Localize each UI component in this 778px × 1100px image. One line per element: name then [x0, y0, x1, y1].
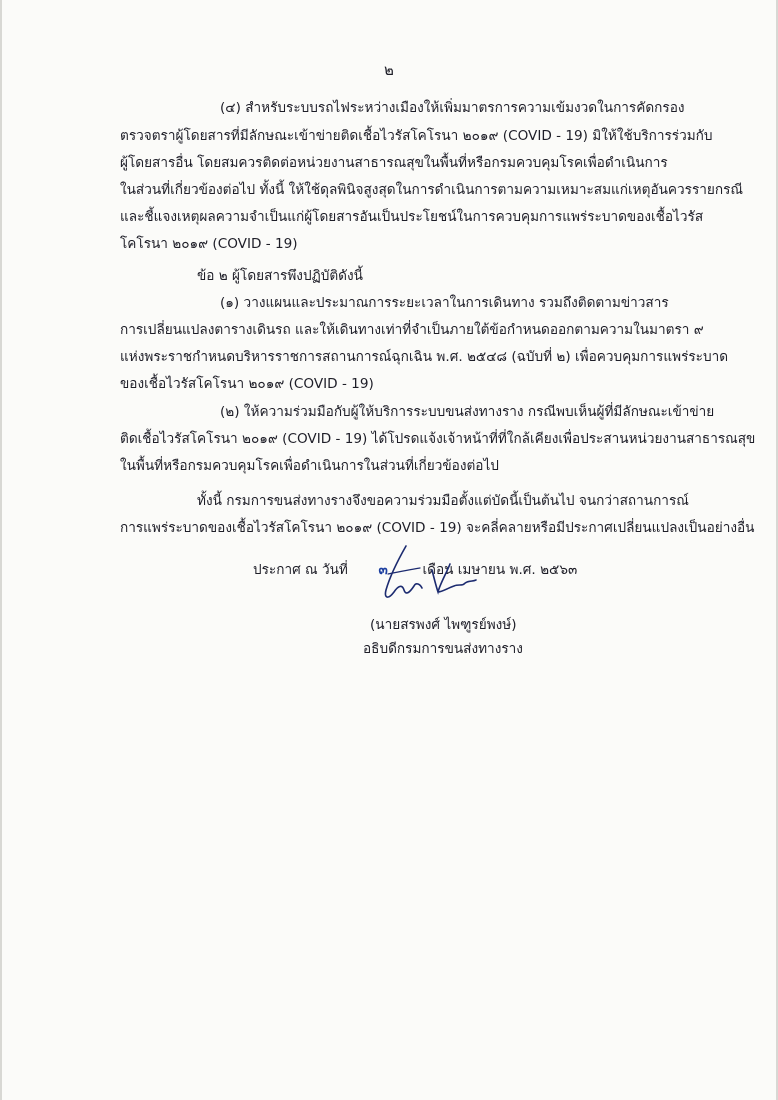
handwritten-signature: [368, 540, 508, 620]
closing-line-1: ทั้งนี้ กรมการขนส่งทางรางจึงขอความร่วมมือตั้งแต่บัดนี้เป็นต้นไป จนกว่าสถานการณ์: [197, 493, 689, 509]
article2-item1-line-3: แห่งพระราชกำหนดบริหารราชการสถานการณ์ฉุกเฉิน พ.ศ. ๒๕๔๘ (ฉบับที่ ๒) เพื่อควบคุมการแพร่ระบาด: [120, 349, 729, 365]
page-number: ๒: [384, 61, 394, 79]
page-edge-left: [0, 0, 2, 1100]
signatory-name: (นายสรพงศ์ ไพฑูรย์พงษ์): [370, 617, 517, 633]
announcement-suffix: เดือน เมษายน พ.ศ. ๒๕๖๓: [422, 562, 578, 578]
section4-line-2: ตรวจตราผู้โดยสารที่มีลักษณะเข้าข่ายติดเชื้อไวรัสโคโรนา ๒๐๑๙ (COVID - 19) มิให้ใช้บริการร่วมกับ: [120, 128, 713, 144]
closing-line-2: การแพร่ระบาดของเชื้อไวรัสโคโรนา ๒๐๑๙ (COVID - 19) จะคลี่คลายหรือมีประกาศเปลี่ยนแปลงเป็นอย่างอื่น: [120, 520, 755, 536]
article2-heading: ข้อ ๒ ผู้โดยสารพึงปฏิบัติดังนี้: [197, 268, 363, 284]
article2-item1-line-2: การเปลี่ยนแปลงตารางเดินรถ และให้เดินทางเท่าที่จำเป็นภายใต้ข้อกำหนดออกตามความในมาตรา ๙: [120, 322, 704, 338]
section4-line-4: ในส่วนที่เกี่ยวข้องต่อไป ทั้งนี้ ให้ใช้ดุลพินิจสูงสุดในการดำเนินการตามความเหมาะสมแก่เหตุอันควรรายกรณี: [120, 182, 743, 198]
article2-item1-line-1: (๑) วางแผนและประมาณการระยะเวลาในการเดินทาง รวมถึงติดตามข่าวสาร: [220, 295, 669, 311]
announcement-day: ๓: [378, 562, 388, 578]
article2-item2-line-2: ติดเชื้อไวรัสโคโรนา ๒๐๑๙ (COVID - 19) ได้โปรดแจ้งเจ้าหน้าที่ที่ใกล้เคียงเพื่อประสานหน่วยงานสาธารณสุข: [120, 431, 756, 447]
section4-line-1: (๔) สำหรับระบบรถไฟระหว่างเมืองให้เพิ่มมาตรการความเข้มงวดในการคัดกรอง: [220, 100, 685, 116]
article2-item2-line-1: (๒) ให้ความร่วมมือกับผู้ให้บริการระบบขนส่งทางราง กรณีพบเห็นผู้ที่มีลักษณะเข้าข่าย: [220, 404, 715, 420]
announcement-prefix: ประกาศ ณ วันที่: [253, 562, 348, 578]
section4-line-5: และชี้แจงเหตุผลความจำเป็นแก่ผู้โดยสารอันเป็นประโยชน์ในการควบคุมการแพร่ระบาดของเชื้อไวรัส: [120, 209, 704, 225]
article2-item1-line-4: ของเชื้อไวรัสโคโรนา ๒๐๑๙ (COVID - 19): [120, 376, 374, 392]
section4-line-6: โคโรนา ๒๐๑๙ (COVID - 19): [120, 236, 298, 252]
article2-item2-line-3: ในพื้นที่หรือกรมควบคุมโรคเพื่อดำเนินการในส่วนที่เกี่ยวข้องต่อไป: [120, 458, 499, 474]
signatory-title: อธิบดีกรมการขนส่งทางราง: [363, 641, 523, 657]
section4-line-3: ผู้โดยสารอื่น โดยสมควรติดต่อหน่วยงานสาธารณสุขในพื้นที่หรือกรมควบคุมโรคเพื่อดำเนินการ: [120, 155, 668, 171]
